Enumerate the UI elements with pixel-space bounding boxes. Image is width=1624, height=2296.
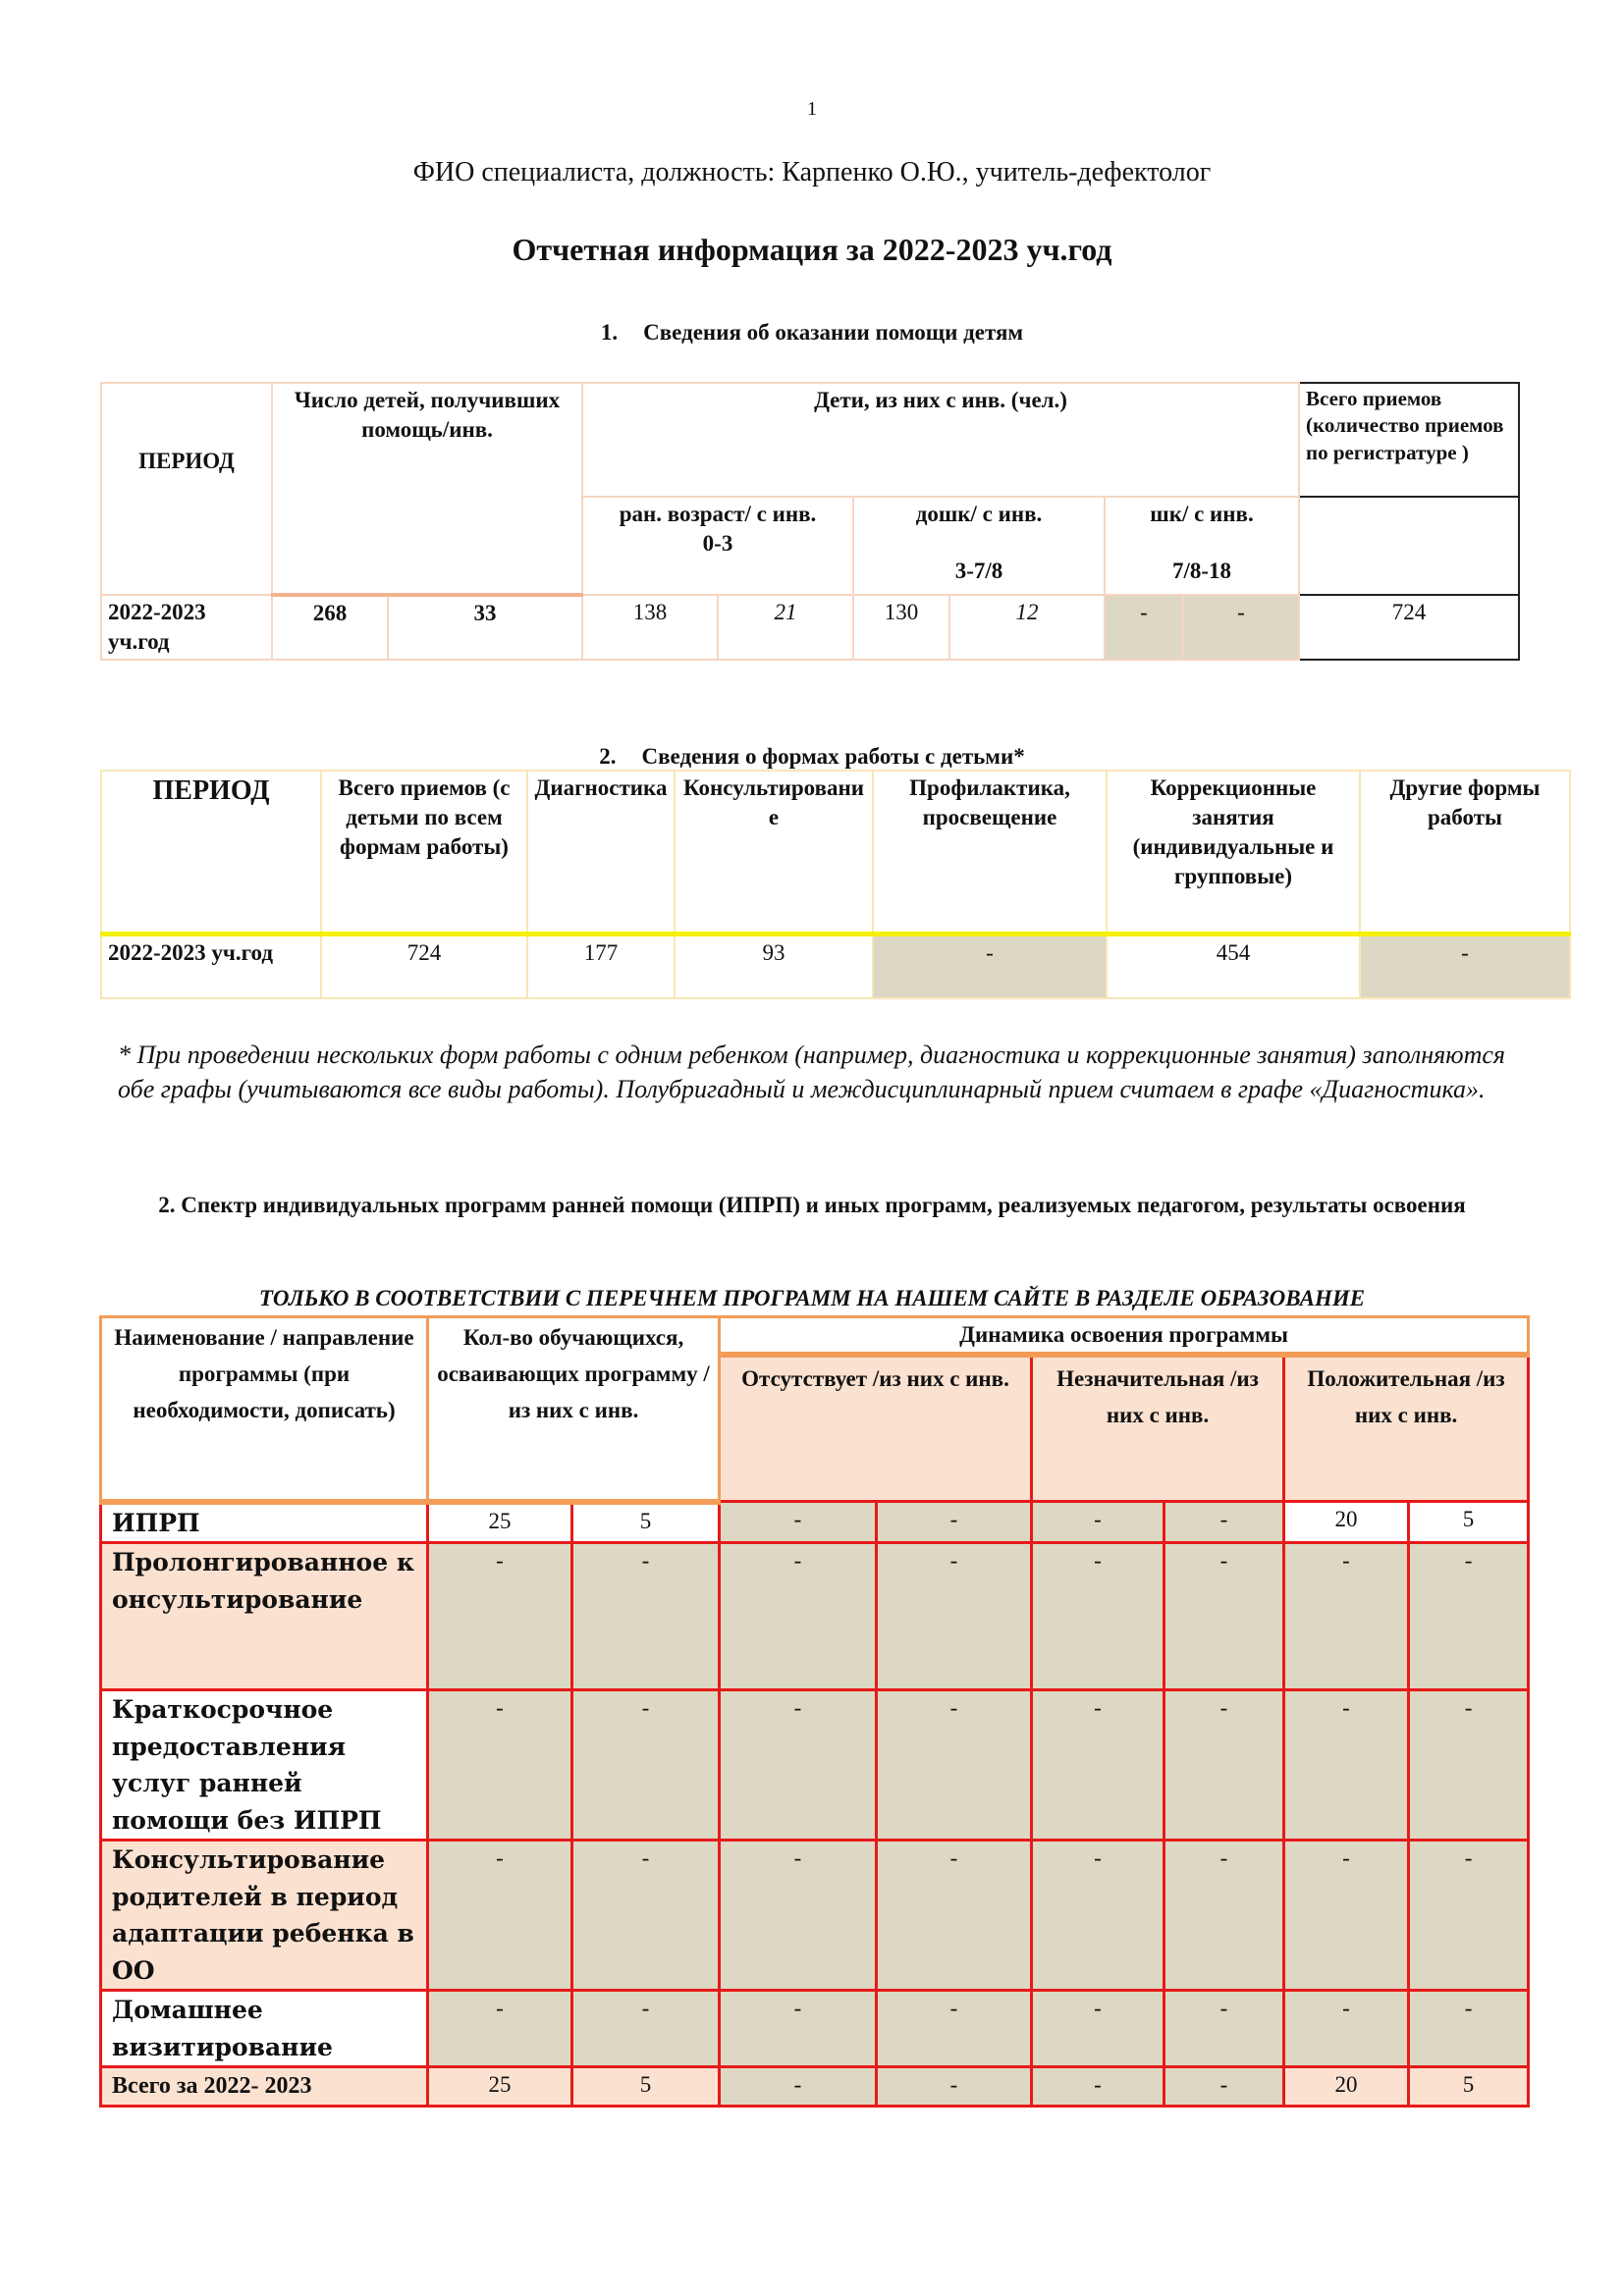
- section3-notice: ТОЛЬКО В СООТВЕТСТВИИ С ПЕРЕЧНЕМ ПРОГРАММ НА НАШЕМ САЙТЕ В РАЗДЕЛЕ ОБРАЗОВАНИЕ: [258, 1286, 1366, 1310]
- footnote: * При проведении нескольких форм работы с одним ребенком (например, диагностика и коррекционные занятия) заполняются обе графы (учитываются все виды работы). Полубригадный и междисциплинарный прием считаем в графе «Диагностика».: [118, 1041, 1505, 1103]
- table-row: [101, 1502, 1529, 1543]
- header-children-count: Число детей, получивших помощь/инв.: [272, 383, 582, 595]
- cell-minor: -: [1032, 1991, 1164, 2067]
- section3-heading: 2. Спектр индивидуальных программ ранней помощи (ИПРП) и иных программ, реализуемых педагогом, результаты освоения: [158, 1193, 1466, 1217]
- header-correction: Коррекционные занятия (индивидуальные и групповые): [1107, 771, 1360, 934]
- header-diagnostics: Диагностика: [527, 771, 675, 934]
- cell-minor: -: [1032, 2067, 1164, 2107]
- cell-minor-inv: -: [1164, 1841, 1284, 1991]
- cell-school-inv: -: [1183, 595, 1299, 660]
- section1-heading: [0, 320, 1624, 346]
- cell-positive-inv: -: [1409, 1841, 1529, 1991]
- table-row-total: [101, 2067, 1529, 2107]
- cell-absent: -: [720, 2067, 877, 2107]
- cell-positive: 20: [1284, 2067, 1409, 2107]
- cell-positive-inv: -: [1409, 1991, 1529, 2067]
- cell-minor-inv: -: [1164, 1991, 1284, 2067]
- header-early-age: [582, 497, 853, 595]
- cell-prevention: -: [873, 934, 1107, 998]
- cell-preschool-total: 130: [853, 595, 949, 660]
- table-row: [101, 1991, 1529, 2067]
- cell-absent: -: [720, 1543, 877, 1690]
- cell-absent-inv: -: [877, 1841, 1032, 1991]
- header-school: [1105, 497, 1299, 595]
- cell-count: -: [428, 1991, 572, 2067]
- early-age-range: 0-3: [702, 530, 733, 556]
- school-label: шк/ с инв.: [1150, 502, 1254, 526]
- header-preschool: [853, 497, 1105, 595]
- cell-early-inv: 21: [718, 595, 853, 660]
- cell-positive: -: [1284, 1543, 1409, 1690]
- row-label-total: Всего за 2022- 2023: [101, 2067, 428, 2107]
- cell-correction: 454: [1107, 934, 1360, 998]
- cell-absent: -: [720, 1502, 877, 1543]
- cell-count-inv: -: [572, 1543, 720, 1690]
- cell-positive-inv: -: [1409, 1690, 1529, 1841]
- table-row: [101, 1543, 1529, 1690]
- cell-minor-inv: -: [1164, 1690, 1284, 1841]
- cell-total-receptions: 724: [1299, 595, 1519, 660]
- cell-count: -: [428, 1690, 572, 1841]
- header-program-name: Наименование / направление программы (при необходимости, дописать): [101, 1317, 428, 1502]
- header-total: Всего приемов (с детьми по всем формам работы): [321, 771, 527, 934]
- cell-minor-inv: -: [1164, 2067, 1284, 2107]
- header-children-group: Дети, из них с инв. (чел.): [582, 383, 1299, 497]
- cell-positive-inv: 5: [1409, 1502, 1529, 1543]
- cell-positive: 20: [1284, 1502, 1409, 1543]
- cell-count-inv: -: [572, 1841, 720, 1991]
- cell-count: 25: [428, 2067, 572, 2107]
- section1-number: 1.: [600, 320, 619, 345]
- cell-early-total: 138: [582, 595, 718, 660]
- cell-count-inv: 5: [572, 2067, 720, 2107]
- cell-consulting: 93: [675, 934, 873, 998]
- cell-absent-inv: -: [877, 2067, 1032, 2107]
- row-label-prolonged: Пролонгированное консультирование: [101, 1543, 428, 1690]
- row-label-iprp: ИПРП: [101, 1502, 428, 1543]
- page-title: Отчетная информация за 2022-2023 уч.год: [512, 232, 1112, 267]
- cell-count-inv: -: [572, 1690, 720, 1841]
- cell-minor: -: [1032, 1690, 1164, 1841]
- header-positive: Положительная /из них с инв.: [1284, 1355, 1529, 1502]
- header-minor: Незначительная /из них с инв.: [1032, 1355, 1284, 1502]
- preschool-label: дошк/ с инв.: [915, 502, 1043, 526]
- section2-title: Сведения о формах работы с детьми*: [641, 744, 1025, 769]
- table-row: [101, 595, 1519, 660]
- table-row: [101, 934, 1570, 998]
- preschool-range: 3-7/8: [954, 558, 1003, 583]
- cell-positive-inv: 5: [1409, 2067, 1529, 2107]
- page-number: 1: [807, 98, 817, 120]
- cell-period: 2022-2023 уч.год: [101, 934, 321, 998]
- row-label-short-term: Краткосрочное предоставления услуг ранней помощи без ИПРП: [101, 1690, 428, 1841]
- cell-positive: -: [1284, 1690, 1409, 1841]
- cell-positive-inv: -: [1409, 1543, 1529, 1690]
- children-help-table: [100, 382, 1520, 661]
- header-student-count: Кол-во обучающихся, осваивающих программу / из них с инв.: [428, 1317, 720, 1502]
- cell-absent-inv: -: [877, 1690, 1032, 1841]
- cell-children-inv: 33: [388, 595, 582, 660]
- table-row: [101, 1690, 1529, 1841]
- cell-count: -: [428, 1543, 572, 1690]
- cell-count-inv: 5: [572, 1502, 720, 1543]
- work-forms-table: [100, 770, 1571, 999]
- cell-school-total: -: [1105, 595, 1183, 660]
- cell-absent: -: [720, 1841, 877, 1991]
- cell-positive: -: [1284, 1991, 1409, 2067]
- table-row: [101, 1841, 1529, 1991]
- cell-minor: -: [1032, 1502, 1164, 1543]
- header-other: Другие формы работы: [1360, 771, 1570, 934]
- header-consulting: Консультирование: [675, 771, 873, 934]
- cell-minor: -: [1032, 1841, 1164, 1991]
- cell-minor-inv: -: [1164, 1502, 1284, 1543]
- cell-count-inv: -: [572, 1991, 720, 2067]
- cell-children-total: 268: [272, 595, 388, 660]
- cell-absent: -: [720, 1690, 877, 1841]
- cell-count: -: [428, 1841, 572, 1991]
- header-absent: Отсутствует /из них с инв.: [720, 1355, 1032, 1502]
- cell-diagnostics: 177: [527, 934, 675, 998]
- cell-positive: -: [1284, 1841, 1409, 1991]
- school-range: 7/8-18: [1171, 558, 1232, 583]
- header-period: ПЕРИОД: [101, 383, 272, 595]
- cell-absent-inv: -: [877, 1502, 1032, 1543]
- cell-minor: -: [1032, 1543, 1164, 1690]
- cell-period: 2022-2023 уч.год: [101, 595, 272, 660]
- row-label-parent-consulting: Консультирование родителей в период адаптации ребенка в ОО: [101, 1841, 428, 1991]
- early-age-label: ран. возраст/ с инв.: [619, 502, 817, 526]
- cell-absent-inv: -: [877, 1543, 1032, 1690]
- specialist-info: ФИО специалиста, должность: Карпенко О.Ю., учитель-дефектолог: [412, 157, 1212, 187]
- cell-count: 25: [428, 1502, 572, 1543]
- header-prevention: Профилактика, просвещение: [873, 771, 1107, 934]
- cell-absent: -: [720, 1991, 877, 2067]
- section2-number: 2.: [599, 744, 617, 769]
- section2-heading: [0, 744, 1624, 770]
- header-period: ПЕРИОД: [101, 771, 321, 934]
- header-total-receptions: Всего приемов (количество приемов по регистратуре ): [1299, 383, 1519, 497]
- row-label-home-visiting: Домашнее визитирование: [101, 1991, 428, 2067]
- programs-table: [99, 1315, 1530, 2108]
- header-total-empty: [1299, 497, 1519, 595]
- cell-total: 724: [321, 934, 527, 998]
- cell-absent-inv: -: [877, 1991, 1032, 2067]
- cell-other: -: [1360, 934, 1570, 998]
- cell-minor-inv: -: [1164, 1543, 1284, 1690]
- cell-preschool-inv: 12: [949, 595, 1105, 660]
- header-dynamics: Динамика освоения программы: [720, 1317, 1529, 1355]
- section1-title: Сведения об оказании помощи детям: [643, 320, 1024, 345]
